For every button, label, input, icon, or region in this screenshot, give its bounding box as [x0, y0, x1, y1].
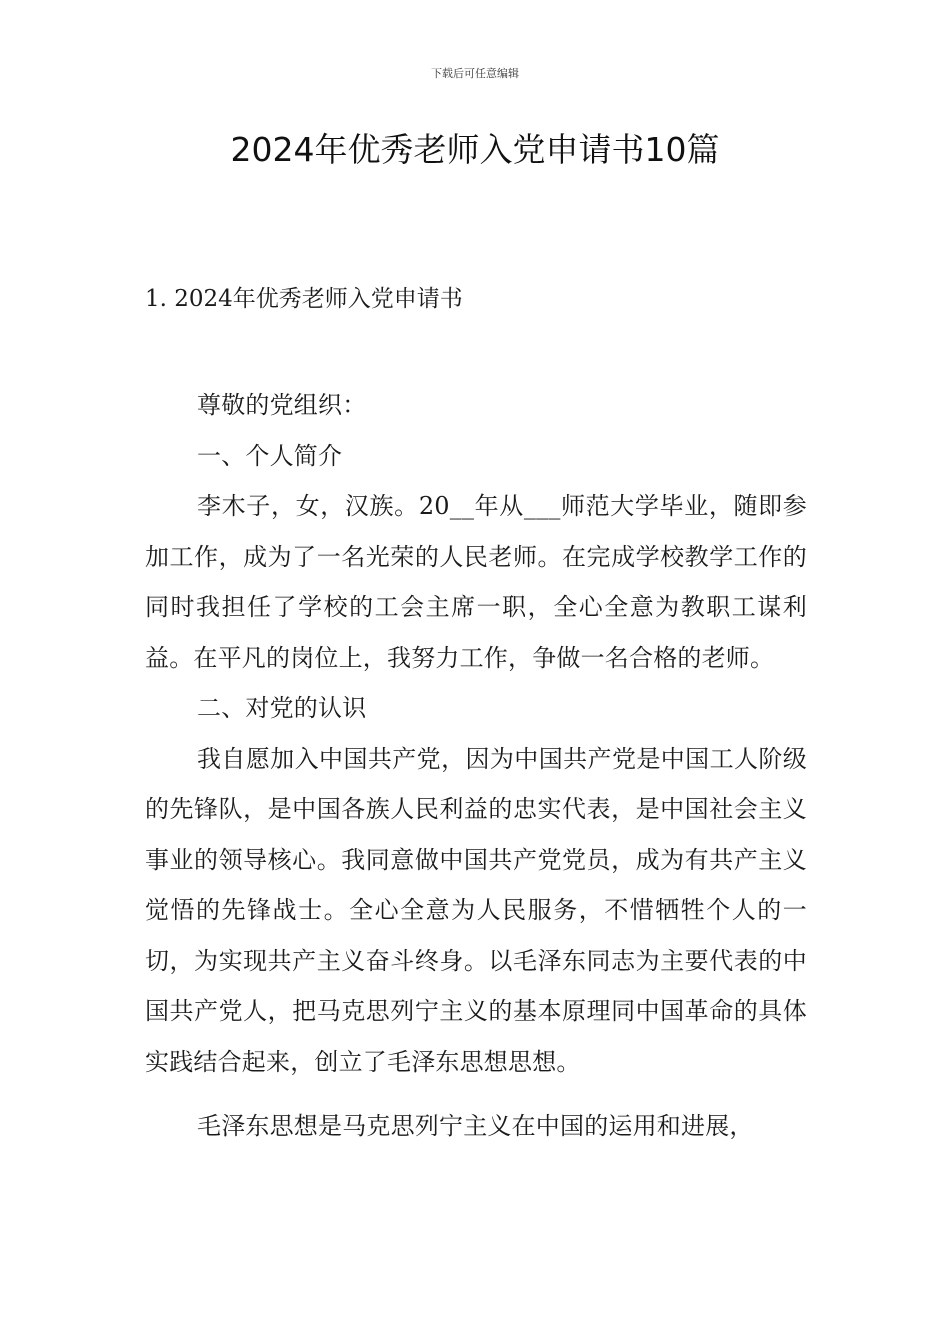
document-body	[145, 380, 807, 1152]
subheading-personal-intro: 一、个人简介	[197, 441, 343, 470]
subheading-party-understanding: 二、对党的认识	[197, 694, 367, 722]
document-title: 2024年优秀老师入党申请书10篇	[230, 130, 720, 169]
section-heading: 1. 2024年优秀老师入党申请书	[145, 286, 463, 312]
header-note: 下载后可任意编辑	[431, 67, 519, 80]
paragraph-mao-thought: 毛泽东思想是马克思列宁主义在中国的运用和进展，	[197, 1112, 754, 1140]
paragraph-personal-intro: 李木子，女，汉族。20__年从___师范大学毕业，随即参加工作，成为了一名光荣的人民老师。在完成学校教学工作的同时我担任了学校的工会主席一职，全心全意为教职工谋利益。在平凡的岗位上，我努力工作，争做一名合格的老师。	[145, 492, 807, 672]
paragraph-party-understanding: 我自愿加入中国共产党，因为中国共产党是中国工人阶级的先锋队，是中国各族人民利益的忠实代表，是中国社会主义事业的领导核心。我同意做中国共产党党员，成为有共产主义觉悟的先锋战士。全心全意为人民服务，不惜牺牲个人的一切，为实现共产主义奋斗终身。以毛泽东同志为主要代表的中国共产党人，把马克思列宁主义的基本原理同中国革命的具体实践结合起来，创立了毛泽东思想思想。	[145, 744, 807, 1076]
salutation: 尊敬的党组织：	[197, 391, 367, 419]
